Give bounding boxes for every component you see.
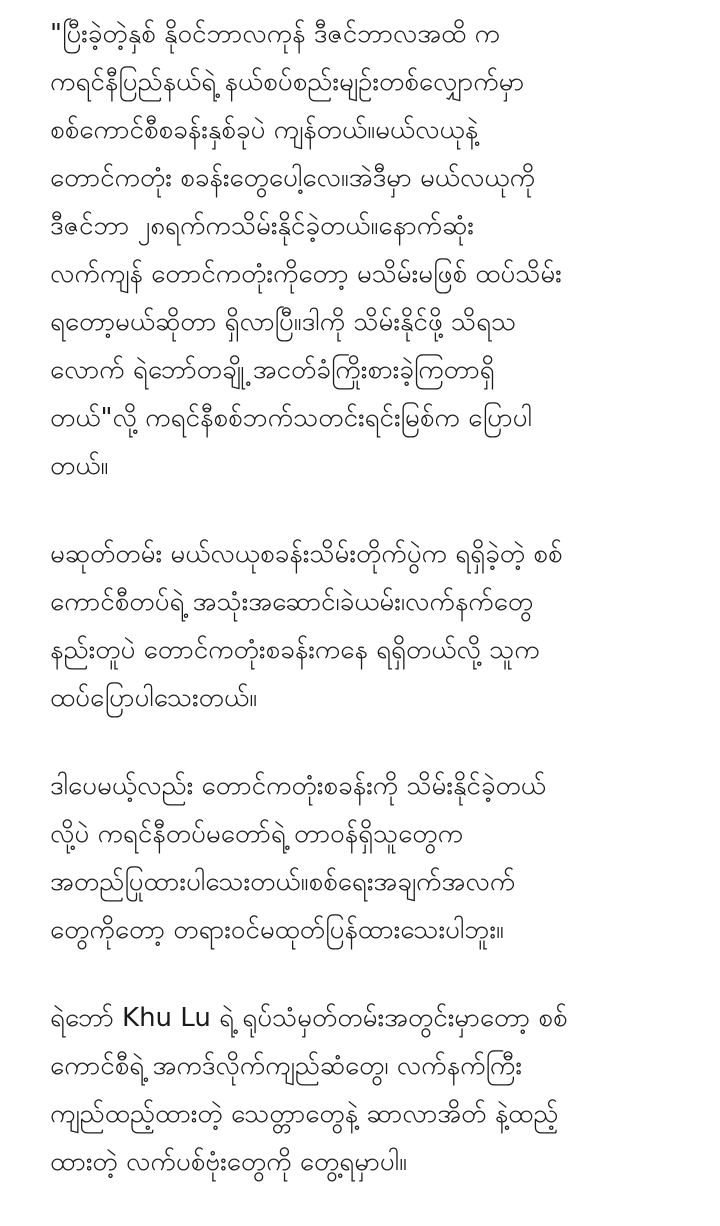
paragraph-line: လက်ကျန် တောင်ကတုံးကိုတော့ မသိမ်းမဖြစ် ထပ်သိမ်း — [50, 259, 562, 289]
paragraph-2 — [50, 530, 670, 722]
paragraph-line: မဆုတ်တမ်း မယ်လယုစခန်းသိမ်းတိုက်ပွဲက ရရှိခဲ့တဲ့ စစ် — [50, 539, 563, 569]
paragraph-line: ကရင်နီပြည်နယ်ရဲ့ နယ်စပ်စည်းမျဉ်းတစ်လျှောက်မှာ — [50, 67, 525, 97]
paragraph-line: တောင်ကတုံး စခန်းတွေပေါ့လေ။အဲဒီမှာ မယ်လယုကို — [50, 163, 536, 193]
paragraph-line: စစ်ကောင်စီစခန်းနှစ်ခုပဲ ကျန်တယ်။မယ်လယုနဲ့ — [50, 115, 479, 145]
paragraph-line: လောက် ရဲဘော်တချို့ အငတ်ခံကြိုးစားခဲ့ကြတာရှိ — [50, 355, 495, 385]
paragraph-line: ဒီဇင်ဘာ ၂၈ရက်ကသိမ်းနိုင်ခဲ့တယ်။နောက်ဆုံး — [50, 211, 474, 241]
paragraph-line: ရတော့မယ်ဆိုတာ ရှိလာပြီ။ဒါကို သိမ်းနိုင်ဖို့ သိရသ — [50, 307, 517, 337]
paragraph-line: ဒါပေမယ့်လည်း တောင်ကတုံးစခန်းကို သိမ်းနိုင်ခဲ့တယ် — [50, 771, 547, 801]
paragraph-line: ရဲဘော် Khu Lu ရဲ့ ရုပ်သံမှတ်တမ်းအတွင်းမှာတော့ စစ် — [50, 1003, 568, 1033]
paragraph-line: လို့ပဲ ကရင်နီတပ်မတော်ရဲ့ တာဝန်ရှိသူတွေက — [50, 819, 464, 849]
paragraph-line: ကောင်စီတပ်ရဲ့ အသုံးအဆောင်၊ခဲယမ်း၊လက်နက်တွေ — [50, 587, 534, 617]
paragraph-line: တွေကိုတော့ တရားဝင်မထုတ်ပြန်ထားသေးပါဘူး။ — [50, 915, 504, 945]
paragraph-line: တယ်"လို့ ကရင်နီစစ်ဘက်သတင်းရင်းမြစ်က ပြောပါ — [50, 403, 532, 433]
paragraph-4 — [50, 994, 670, 1186]
paragraph-line: အတည်ပြုထားပါသေးတယ်။စစ်ရေးအချက်အလက် — [50, 867, 516, 897]
paragraph-1 — [50, 10, 670, 490]
article-body — [50, 10, 670, 1226]
paragraph-line: "ပြီးခဲ့တဲ့နှစ် နိုဝင်ဘာလကုန် ဒီဇင်ဘာလအထိ က — [50, 19, 500, 49]
paragraph-line: ကောင်စီရဲ့ အကဒ်လိုက်ကျည်ဆံတွေ၊ လက်နက်ကြီး — [50, 1051, 522, 1081]
paragraph-line: နည်းတူပဲ တောင်ကတုံးစခန်းကနေ ရရှိတယ်လို့ သူက — [50, 635, 540, 665]
paragraph-line: ကျည်ထည့်ထားတဲ့ သေတ္တာတွေနဲ့ ဆာလာအိတ် နဲ့ထည့် — [50, 1099, 559, 1129]
paragraph-line: ထပ်ပြောပါသေးတယ်။ — [50, 683, 258, 713]
paragraph-3 — [50, 762, 670, 954]
paragraph-line: ထားတဲ့ လက်ပစ်ဗုံးတွေကို တွေ့ရမှာပါ။ — [50, 1147, 407, 1177]
paragraph-line: တယ်။ — [50, 451, 109, 481]
